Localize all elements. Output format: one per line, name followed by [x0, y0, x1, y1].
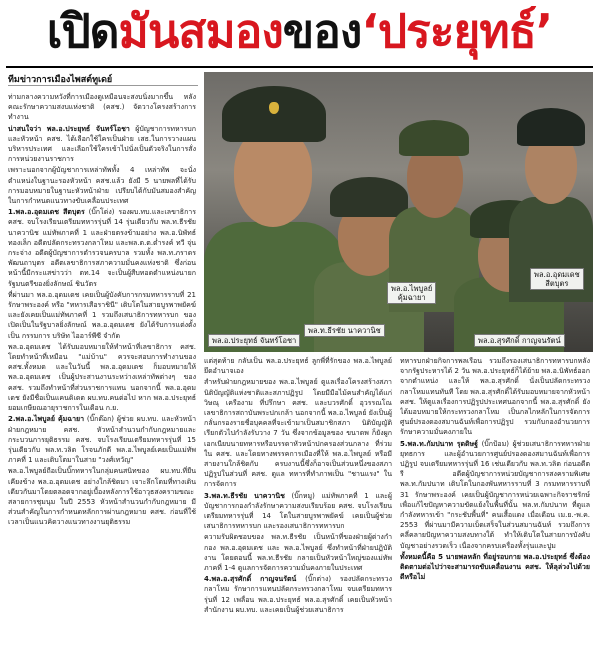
lead-text: 4.พล.อ.สุรศักดิ์ กาญจนรัตน์	[204, 575, 297, 584]
paragraph: ที่ผ่านมา พล.อ.อุดมเดช เคยเป็นผู้บังคับการกรมทหารราบที่ 21 รักษาพระองค์ หรือ "ทหารเสือราชินี" เติบโตในสายบูรพาพยัคฆ์ และยังเคยเป็นแม่ทัพภาคที่ 1 รวมถึงเสนาธิการทหารบก ของเปิดเป็นในรัฐบาลยิ่งลักษณ์ พล.อ.อุดมเดช ยังได้รับการแต่งตั้งเป็น กรรมการ บริษัท ไออาร์พีซี จำกัด	[8, 290, 196, 340]
body-text: ผู้บัญชาการทหารบกและหัวหน้า คสช. ได้เลือกใช้ใครเป็นฝ่าย เสธ.ในการวางแผนบริหารประเทศ และเลือกใช้ใครเข้าไปนั่งเป็นตัวจริงในการสั่งการหน่วยงานราชการ	[8, 124, 196, 164]
paragraph	[204, 574, 392, 615]
label-surasak: พล.อ.สุรศักดิ์ กาญจนรัตน์	[474, 334, 565, 347]
paragraph: ท่ามกลางความหวังที่การเมืองดูเหมือนจะสงบนิ่งมากขึ้น หลังคณะรักษาความสงบแห่งชาติ (คสช.) จัดวางโครงสร้างการทำงาน	[8, 93, 196, 122]
paragraph: ความรับผิดชอบของ พล.ท.ธีรชัย เป็นหน้าที่ของฝ่ายผู้ต่างกำกอง พล.อ.อุดมเดช และ พล.อ.ไพบูลย์ ซึ่งทำหน้าที่ฝ่ายปฏิบัติงาน โดยตอนนี้ พล.ท.ธีรชัย กลายเป็นหัวหน้าใหญ่ของแม่ทัพภาคที่ 1-4 ดูแลการจัดการความมั่นคงภายในประเทศ	[204, 533, 392, 573]
label-udomdej	[530, 268, 584, 290]
paragraph	[8, 124, 196, 165]
article-column-3	[400, 356, 590, 660]
body-text: (บิ๊กป้อม) ผู้ช่วยเสนาธิการทหารฝ่ายยุทธการ และผู้อำนวยการศูนย์ปรองดองสมานฉันท์เพื่อการปฏิรูป จบเตรียมทหารรุ่นที่ 16 เช่นเดียวกับ พล.ท.วลิต ก่อนอดีตรี อดีตผู้บัญชาการหน่วยบัญชาการสงครามพิเศษ พล.ท.กัมปนาท เติบโตในกองพันทหารราบที่ 3 กรมทหารราบที่ 31 รักษาพระองค์ เคยเป็นผู้บัญชาการหน่วยเฉพาะกิจราชรักษ์ เพื่อแก้ไขปัญหาความขัดแย้งในพื้นที่นั้น พล.ท.กัมปนาท ที่ดูแลกำลังทหารเข้า "กระชับพื้นที่" คนเสื้อแดง เมื่อเดือน เม.ย.-พ.ค. 2553 ที่ผ่านมามีความเบ็ดเสร็จในส่วนสมานฉันท์ รวมถึงการคลี่คลายปัญหาความสงบทางใต้ ทำให้เติบโตในสายการบังคับบัญชาอย่างรวดเร็ว เนื่องจากครบเครื่องทั้งรุ่นและปูม	[400, 439, 590, 550]
label-udomdej-line2: สีตบุตร	[545, 279, 569, 288]
section-underline	[8, 85, 198, 86]
body-text: (บิ๊กโด่ง) รองผบ.ทบ.และเลขาธิการ คสช. จบโรงเรียนเตรียมทหารรุ่นที่ 14 รุ่นเดียวกับ พล.ท.ธีรชัย นาควานิช แม่ทัพภาคที่ 1 และฝ่ายตรงข้ามอย่าง พล.อ.นิพัทธ์ ทองเล็ก อดีตปลัดกระทรวงกลาโหม และพล.ต.ต.ต่ำรงค์ ทวี จุ่นกระจ่าง อดีตผู้บัญชาการตำรวจนครบาล รวมทั้ง พล.ท.ภราดร พัฒนถาบุตร อดีตเลขาธิการสภาความมั่นคงแห่งชาติ ซึ่งก่อนหน้านี้มีกระแสข่าวว่า ตท.14 จะเป็นผู้สืบทอดตำแหน่งนายกรัฐมนตรีของยิ่งลักษณ์ ชินวัตร	[8, 208, 196, 288]
paragraph	[400, 439, 590, 551]
lead-text: 2.พล.อ.ไพบูลย์ คุ้มฉายา	[8, 415, 85, 424]
label-prayut: พล.อ.ประยุทธ์ จันทร์โอชา	[208, 334, 300, 347]
label-udomdej-line1: พล.อ.อุดมเดช	[534, 270, 580, 279]
label-paiboon	[387, 282, 436, 304]
section-label: ทีมข่าวการเมืองไพสต์ทูเดย์	[8, 75, 113, 85]
lead-text: 1.พล.อ.อุดมเดช สีตบุตร	[8, 208, 85, 217]
closing-paragraph: ทั้งหมดนี้คือ 5 นายพลหลัก ที่อยู่รอบกาย พล.อ.ประยุทธ์ ซึ่งต้องติดตามต่อไปว่าจะสามารถขับเคลื่อนงาน คสช. ให้ลุล่วงไปด้วยดีหรือไม่	[400, 552, 590, 582]
article-column-1	[8, 92, 196, 660]
article-column-2	[204, 356, 392, 660]
headline-part-2: มันสมอง	[118, 4, 283, 58]
paragraph: เพราะนอกจากผู้บัญชาการเหล่าทัพทั้ง 4 เหล่าทัพ จะนั่งตำแหน่งในฐานะรองหัวหน้า คสช.แล้ว ยังมี 5 นายพลที่ได้รับการมอบหมายในฐานะหัวหน้าฝ่าย เปรียบได้กับมันสมองสำคัญในการกำหนดแนวทางขับเคลื่อนประเทศ	[8, 166, 196, 206]
generals-photo	[204, 72, 593, 352]
body-text: (บิ๊กหมู) แม่ทัพภาคที่ 1 และผู้บัญชาการกองกำลังรักษาความสงบเรียบร้อย คสช. จบโรงเรียนเตรียมทหารรุ่นที่ 14 โตในสายบูรพาพยัคฆ์ เคยเป็นผู้ช่วยเสนาธิการทหารบก และรองเสนาธิการทหารบก	[204, 491, 392, 531]
headline	[0, 0, 599, 62]
paragraph: พล.อ.ไพบูลย์ถือเป็นบิ๊กทหารในกลุ่มคนสนิทของ ผบ.ทบ.ที่ยืนเคียงข้าง พล.อ.อุดมเดช อย่างใกล้ชิดมา เจาะลึกโดมที่ทางเดินเดียวกันมาโดยตลอดจากอยู่เบื้องหลังการใช้อาวุธสงครามขณะสลายการชุมนุม ในปี 2553 หัวหน้าสำนวนกำกับกฎหมาย มีส่วนสำคัญในการกำหนดหลักการผ่านกฎหมาย คสช. ก่อนที่ใช้เวลาเป็นแนวคิดวางแนวทางงานยุติธรรม	[8, 467, 196, 527]
lead-text: 3.พล.ท.ธีรชัย นาควานิช	[204, 491, 285, 500]
headline-part-4: ‘ประยุทธ์’	[361, 4, 553, 58]
cap-emblem-icon	[269, 102, 279, 114]
headline-rule	[6, 66, 593, 68]
label-paiboon-line1: พล.อ.ไพบูลย์	[391, 284, 433, 293]
headline-part-1: เปิด	[46, 4, 119, 58]
paragraph: สำหรับฝ่ายกฎหมายของ พล.อ.ไพบูลย์ ดูแลเรื่องโครงสร้างสภานิติบัญญัติแห่งชาติและสภาปฏิรูป โดยมีมือไม้คนสำคัญได้แก่ วิษณุ เครืองาม ที่ปรึกษา คสช. และบวรศักดิ์ อุวรรณโณ เลขาธิการสถาบันพระปกเกล้า นอกจากนี้ พล.อ.ไพบูลย์ ยังเป็นผู้กลั่นกรองรายชื่อบุคคลที่จะเข้ามาเป็นสมาชิกสภา นิติบัญญัติ เรียกตัวไปกำลังรับวาง 7 วัน ซึ่งจากข้อมูลของ ขนาดพ ก็ยังผูกเอกเนียบนายทหารหรือบรรดาหัวหน้าปกครองส่วนกลาง ที่ร่วมใน คสช. และโดยทางพรรคการเมืองที่ให้ พล.อ.ไพบูลย์ หรือมีสายงานใกล้ชิดกับ ครบงานนี้ซึ่งก็อาจเป็นส่วนหนึ่งของสภาปฏิรูปในส่วนที่ คสช. ดูแล ทหารที่ทำภาพเป็น "ชานแรง" ในการจัดการ	[204, 378, 392, 489]
label-teerachai: พล.ท.ธีรชัย นาควานิช	[304, 324, 385, 337]
paragraph	[204, 491, 392, 532]
lead-text: น่าสนใจว่า พล.อ.ประยุทธ์ จันทร์โอชา	[8, 124, 130, 133]
paragraph: พล.อ.อุดมเดช ได้รับมอบหมายให้ทำหน้าที่เลขาธิการ คสช. โดยทำหน้าที่เหมือน "แม่บ้าน" ควรจะสอบการทำงานของ คสช.ทั้งหมด และในวันนี้ พล.อ.อุดมเดช ก็มอบหมายให้ พล.อ.อุดมเดช เป็นผู้ประสานงานระหว่างเหล่าทัพต่างๆ ของ คสช. รวมถึงทำหน้าที่ส่วนราชการแทน นอกจากนี้ พล.อ.อุดมเดช ยังมีชื่อเป็นแคนดิเดต ผบ.ทบ.คนต่อไป หาก พล.อ.ประยุทธ์ ยอมเกษียณอายุราชการในเดือน ก.ย.	[8, 342, 196, 413]
paragraph: แต่สุดท้าย กลับเป็น พล.อ.ประยุทธ์ ลูกพี่ที่รักของ พล.อ.ไพบูลย์ ยึดอำนาจเอง	[204, 357, 392, 376]
body-text: (บิ๊กต่าง) รองปลัดกระทรวงกลาโหม รักษาการแทนปลัดกระทรวงกลาโหม จบเตรียมทหารรุ่นที่ 12 เพลื่อน พล.อ.ประยุทธ์ พล.อ.สุรศักดิ์ เคยเป็นหัวหน้าสำนักงาน ผบ.ทบ. และเคยเป็นผู้ช่วยเสนาธิการ	[204, 575, 392, 614]
paragraph	[8, 207, 196, 289]
paragraph: ทหารบกฝ่ายกิจการพลเรือน รวมถึงรองเสนาธิการทหารบกหลังจากรัฐประหารได้ 2 วัน พล.อ.ประยุทธ์ก็ได้ย้าย พล.อ.นิพัทธ์ออกจากตำแหน่ง และให้ พล.อ.สุรศักดิ์ นั่งเป็นปลัดกระทรวงกลาโหมแทนทันที โดย พล.อ.สุรศักดิ์ได้รับมอบหมายจากหัวหน้า คสช. ให้ดูแลเรื่องการปฏิรูปประเทศนอกจากนี้ พล.อ.สุรศักดิ์ ยังได้มอบหมายให้กระทรวงกลาโหม เป็นกลไกหลักในการจัดการศูนย์ปรองดองสมานฉันท์เพื่อการปฏิรูป รวมกับกองอำนวยการรักษาความมั่นคงภายใน	[400, 357, 590, 437]
paragraph	[8, 414, 196, 465]
label-paiboon-line2: คุ้มฉายา	[397, 293, 426, 302]
headline-part-3: ของ	[282, 4, 362, 58]
body-text: (บิ๊กต๊อก) ผู้ช่วย ผบ.ทบ. และหัวหน้าฝ่ายกฎหมาย คสช. หัวหน้าสำนวนกำกับกฎหมายและกระบวนการยุติธรรม คสช. จบโรงเรียนเตรียมทหารรุ่นที่ 15 รุ่นเดียวกับ พล.ท.วลิต โรจนภักดี พล.อ.ไพบูลย์เคยเป็นแม่ทัพภาคที่ 1 และเติบโตมาในสาย "วงศ์เทวัญ"	[8, 415, 196, 465]
lead-text: 5.พล.ท.กัมปนาท รุดดิษฐ์	[400, 439, 479, 448]
